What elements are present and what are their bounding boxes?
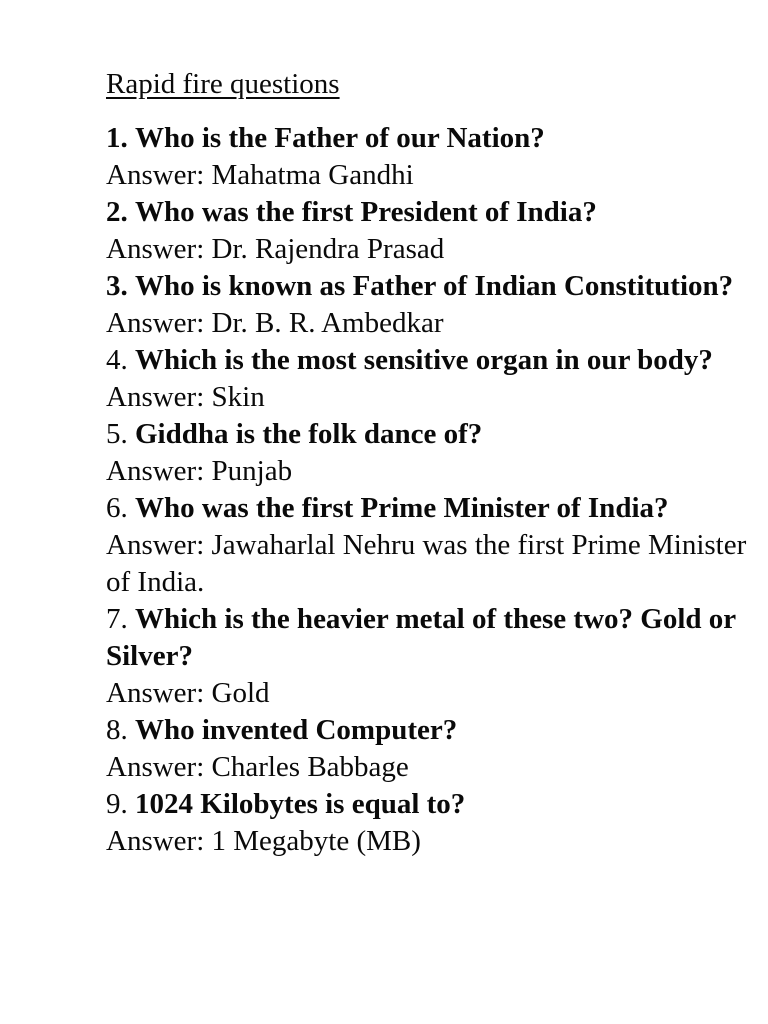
answer-8: Answer: Charles Babbage: [106, 751, 409, 783]
question-text: Giddha is the folk dance of?: [135, 418, 483, 450]
answer-6: Answer: Jawaharlal Nehru was the first Prime Minister of India.: [106, 529, 747, 598]
qa-item-8: [106, 712, 766, 786]
qa-item-4: [106, 342, 766, 416]
question-2: [106, 194, 766, 231]
qa-item-9: [106, 786, 766, 860]
document-page: [106, 64, 766, 860]
question-text: Who is the Father of our Nation?: [135, 122, 545, 154]
qa-item-7: [106, 601, 766, 712]
question-6: [106, 490, 766, 527]
question-text: Which is the heavier metal of these two? Gold or Silver?: [106, 603, 736, 672]
qa-list: [106, 120, 766, 860]
answer-7: Answer: Gold: [106, 677, 270, 709]
question-number: 7.: [106, 603, 128, 635]
qa-item-5: [106, 416, 766, 490]
qa-item-1: [106, 120, 766, 194]
question-7: [106, 601, 766, 675]
question-3: [106, 268, 766, 305]
document-title: Rapid fire questions: [106, 68, 340, 100]
question-number: 1.: [106, 122, 128, 154]
answer-2: Answer: Dr. Rajendra Prasad: [106, 233, 445, 265]
question-number: 4.: [106, 344, 128, 376]
question-text: Who invented Computer?: [135, 714, 458, 746]
question-number: 9.: [106, 788, 128, 820]
question-number: 5.: [106, 418, 128, 450]
question-number: 6.: [106, 492, 128, 524]
qa-item-6: [106, 490, 766, 601]
question-text: 1024 Kilobytes is equal to?: [135, 788, 466, 820]
answer-9: Answer: 1 Megabyte (MB): [106, 825, 421, 857]
question-9: [106, 786, 766, 823]
answer-5: Answer: Punjab: [106, 455, 293, 487]
question-number: 8.: [106, 714, 128, 746]
answer-4: Answer: Skin: [106, 381, 265, 413]
question-1: [106, 120, 766, 157]
question-text: Who is known as Father of Indian Constitution?: [135, 270, 734, 302]
question-4: [106, 342, 766, 379]
question-text: Which is the most sensitive organ in our body?: [135, 344, 713, 376]
answer-1: Answer: Mahatma Gandhi: [106, 159, 414, 191]
question-text: Who was the first President of India?: [135, 196, 597, 228]
question-number: 2.: [106, 196, 128, 228]
question-text: Who was the first Prime Minister of India?: [135, 492, 669, 524]
qa-item-2: [106, 194, 766, 268]
question-5: [106, 416, 766, 453]
question-number: 3.: [106, 270, 128, 302]
qa-item-3: [106, 268, 766, 342]
question-8: [106, 712, 766, 749]
answer-3: Answer: Dr. B. R. Ambedkar: [106, 307, 444, 339]
